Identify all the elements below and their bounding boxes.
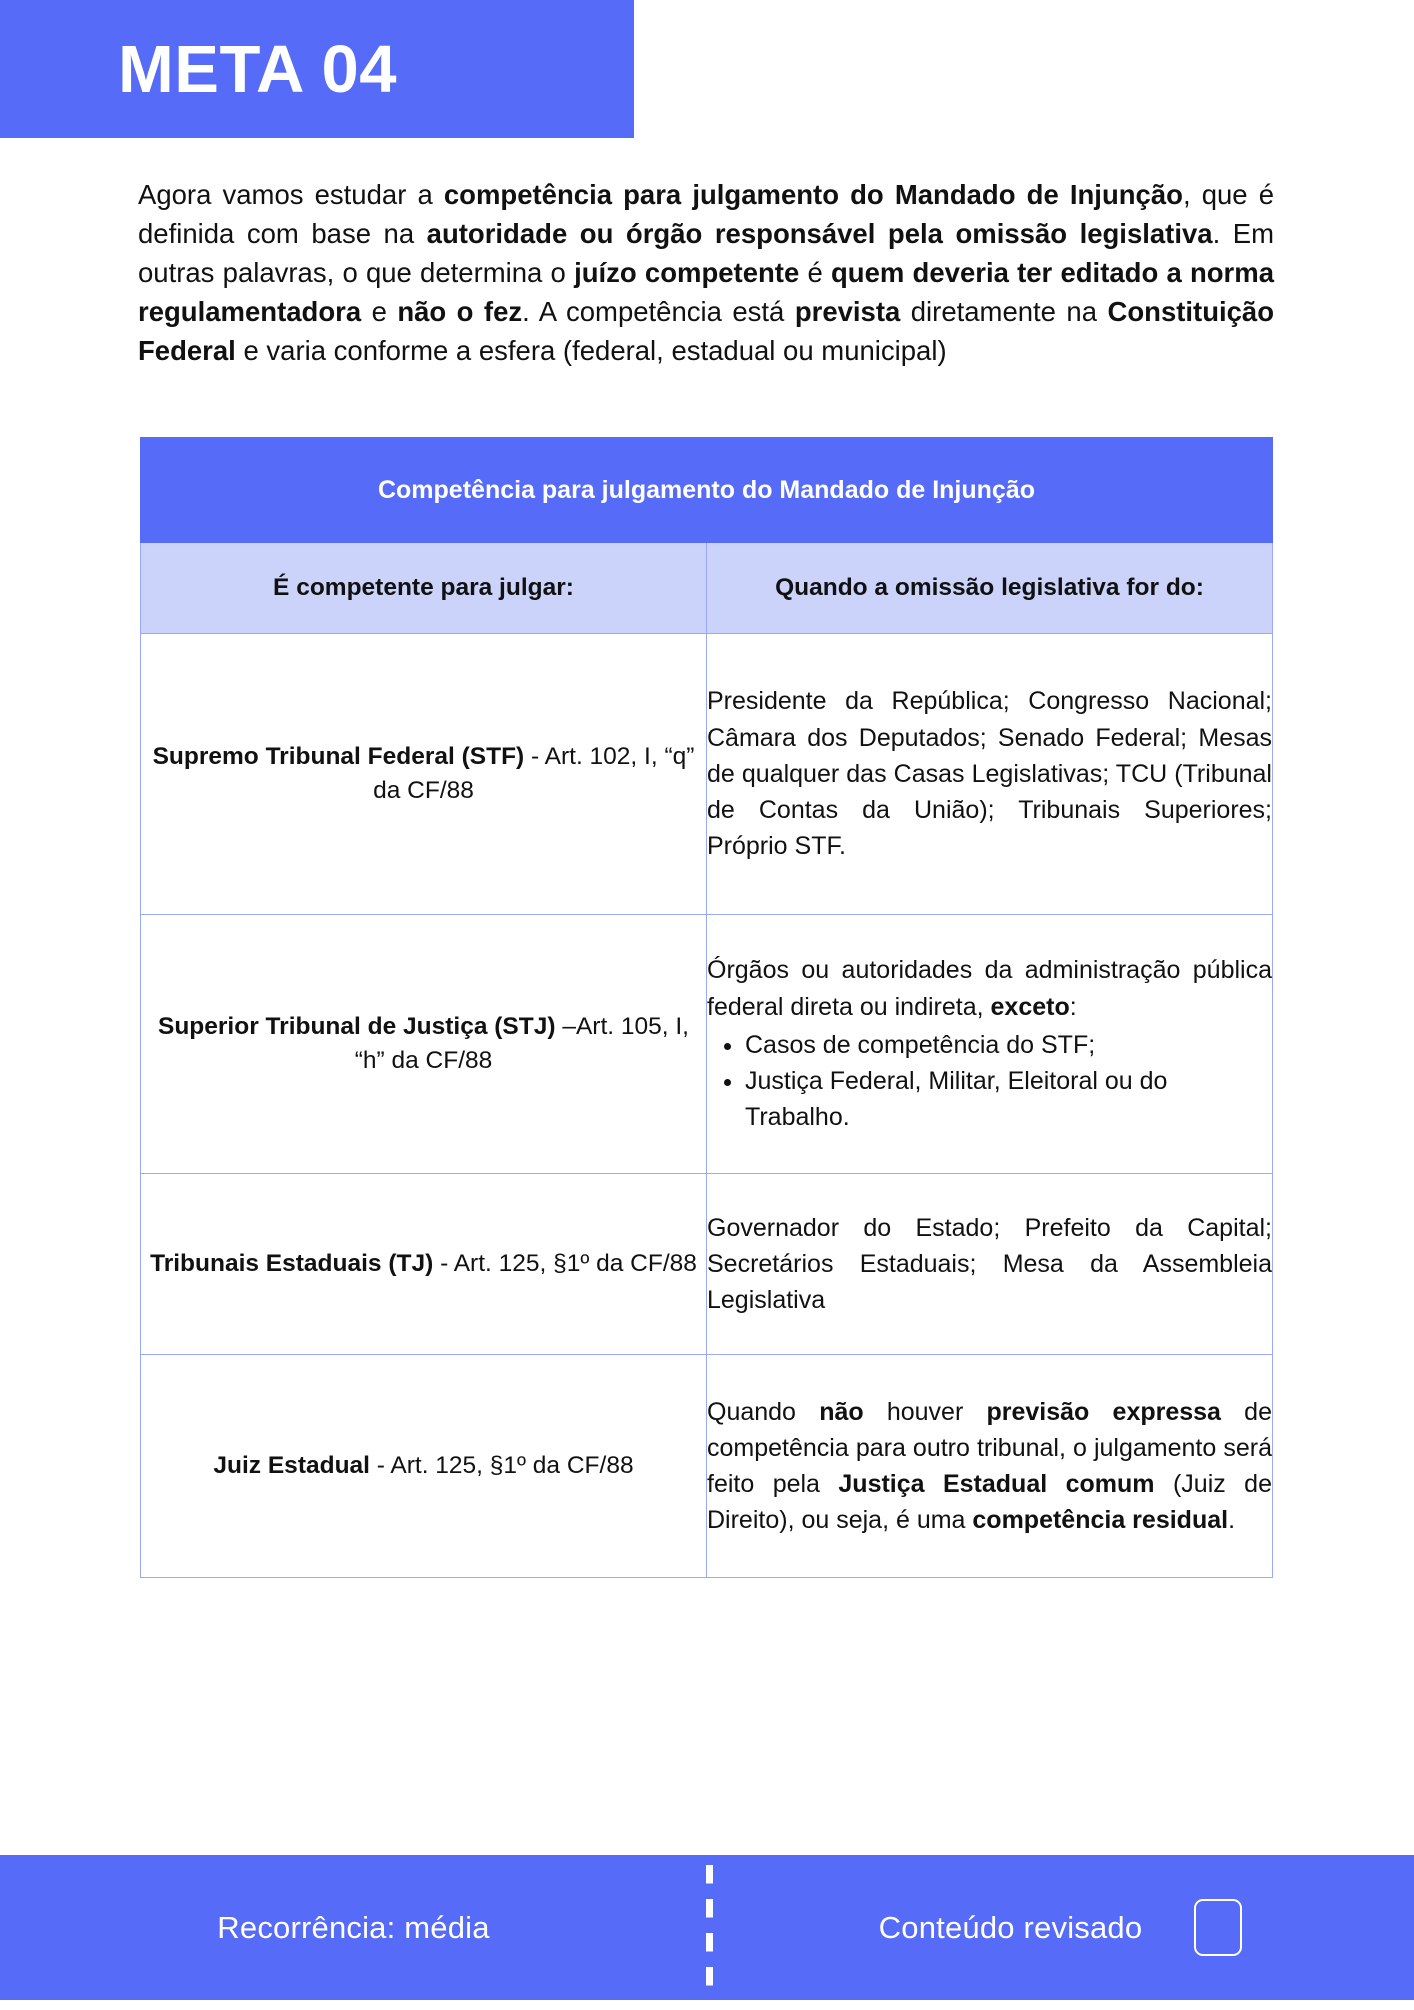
footer-bar [0,1855,1414,2000]
header-banner [0,0,634,138]
reviewed-checkbox[interactable] [1194,1899,1242,1956]
table-row [141,915,1273,1174]
recurrence-label: Recorrência: média [217,1909,490,1945]
cell-court: Supremo Tribunal Federal (STF) - Art. 102, I, “q” da CF/88 [141,634,707,915]
footer-recurrence-section [0,1910,707,1946]
column-header-court: É competente para julgar: [141,543,707,634]
table-row [141,1355,1273,1578]
intro-paragraph: Agora vamos estudar a competência para julgamento do Mandado de Injunção, que é definida com base na autoridade ou órgão responsável pela omissão legislativa. Em outras palavras, o que determina o juízo competente é quem deveria ter editado a norma regulamentadora e não o fez. A competência está prevista diretamente na Constituição Federal e varia conforme a esfera (federal, estadual ou municipal) [138,178,1275,366]
column-header-omission: Quando a omissão legislativa for do: [707,543,1273,634]
page-title: META 04 [118,31,397,107]
competence-table [140,437,1273,1578]
table-title: Competência para julgamento do Mandado de Injunção [141,438,1273,543]
cell-court: Tribunais Estaduais (TJ) - Art. 125, §1º da CF/88 [141,1174,707,1355]
table-row [141,634,1273,915]
list-item: • Casos de competência do STF; [745,1027,1272,1063]
table-column-header-row [141,543,1273,634]
cell-court: Superior Tribunal de Justiça (STJ) –Art. 105, I, “h” da CF/88 [141,915,707,1174]
cell-omission: Órgãos ou autoridades da administração pública federal direta ou indireta, exceto: • Casos de competência do STF; • Justiça Federal, Militar, Eleitoral ou do Trabalho. [707,915,1273,1174]
cell-omission: Presidente da República; Congresso Nacional; Câmara dos Deputados; Senado Federal; Mesas de qualquer das Casas Legislativas; TCU (Tribunal de Contas da União); Tribunais Superiores; Próprio STF. [707,634,1273,915]
cell-omission: Quando não houver previsão expressa de competência para outro tribunal, o julgamento será feito pela Justiça Estadual comum (Juiz de Direito), ou seja, é uma competência residual. [707,1355,1273,1578]
competence-table-wrapper [140,437,1273,1578]
cell-omission: Governador do Estado; Prefeito da Capital; Secretários Estaduais; Mesa da Assembleia Legislativa [707,1174,1273,1355]
footer-dashed-divider [706,1865,713,2010]
footer-reviewed-section [707,1899,1414,1956]
list-item: • Justiça Federal, Militar, Eleitoral ou do Trabalho. [745,1063,1272,1136]
cell-court: Juiz Estadual - Art. 125, §1º da CF/88 [141,1355,707,1578]
reviewed-label: Conteúdo revisado [878,1909,1143,1945]
table-title-row [141,438,1273,543]
table-row [141,1174,1273,1355]
omission-bullet-list [707,1027,1272,1136]
